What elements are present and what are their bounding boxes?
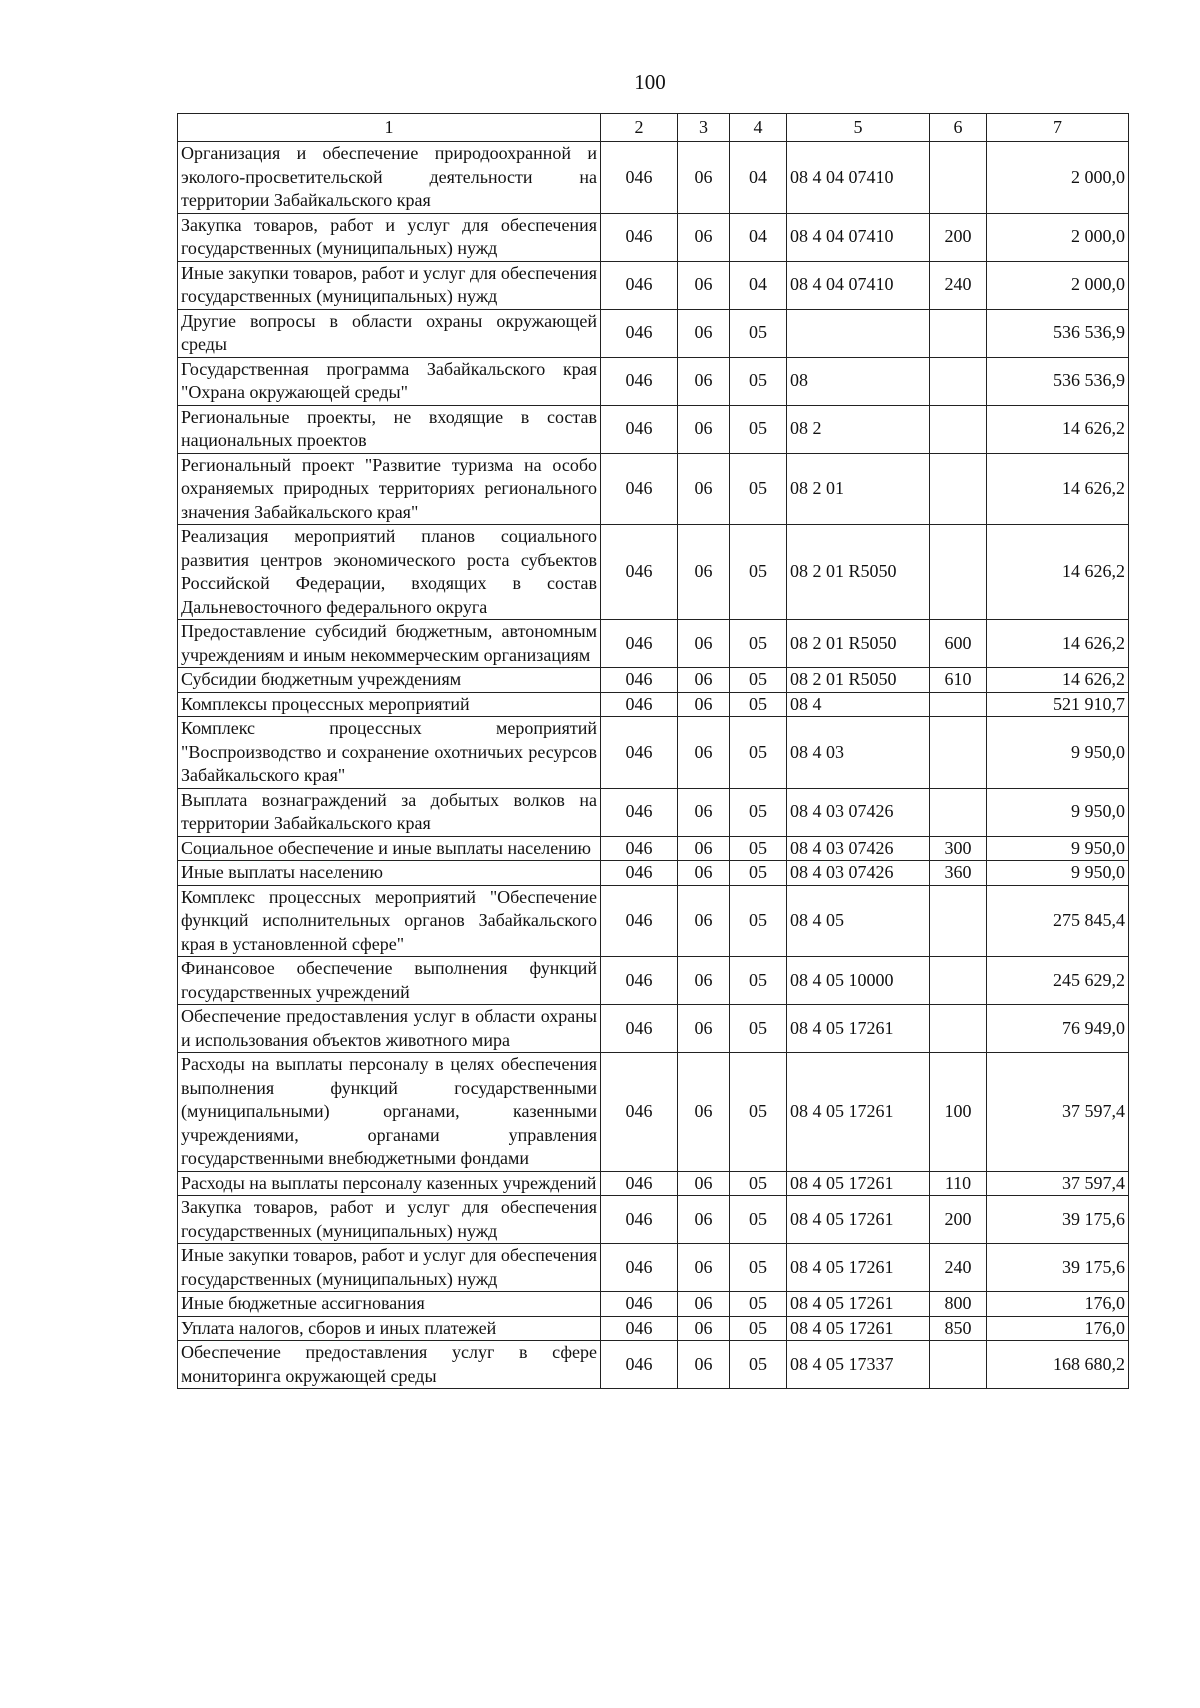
header-col-2: 2 bbox=[601, 114, 678, 142]
amount: 2 000,0 bbox=[987, 261, 1129, 309]
row-name: Расходы на выплаты персоналу казенных учреждений bbox=[178, 1171, 601, 1196]
col-2-code: 046 bbox=[601, 836, 678, 861]
col-2-code: 046 bbox=[601, 1005, 678, 1053]
page-number: 100 bbox=[634, 70, 666, 94]
row-name: Социальное обеспечение и иные выплаты населению bbox=[178, 836, 601, 861]
col-3-code: 06 bbox=[678, 1292, 730, 1317]
col-2-code: 046 bbox=[601, 261, 678, 309]
amount: 76 949,0 bbox=[987, 1005, 1129, 1053]
col-4-code: 04 bbox=[730, 261, 787, 309]
row-name: Закупка товаров, работ и услуг для обеспечения государственных (муниципальных) нужд bbox=[178, 1196, 601, 1244]
col-4-code: 05 bbox=[730, 453, 787, 525]
col-2-code: 046 bbox=[601, 213, 678, 261]
amount: 39 175,6 bbox=[987, 1244, 1129, 1292]
col-5-code: 08 2 01 bbox=[787, 453, 930, 525]
col-3-code: 06 bbox=[678, 453, 730, 525]
col-4-code: 05 bbox=[730, 405, 787, 453]
col-4-code: 05 bbox=[730, 861, 787, 886]
col-5-code: 08 2 01 R5050 bbox=[787, 620, 930, 668]
col-6-code bbox=[930, 405, 987, 453]
amount: 14 626,2 bbox=[987, 525, 1129, 620]
col-5-code bbox=[787, 309, 930, 357]
col-6-code bbox=[930, 788, 987, 836]
table-row bbox=[178, 1196, 1129, 1244]
col-5-code: 08 4 03 07426 bbox=[787, 836, 930, 861]
row-name: Субсидии бюджетным учреждениям bbox=[178, 668, 601, 693]
col-3-code: 06 bbox=[678, 261, 730, 309]
col-2-code: 046 bbox=[601, 1341, 678, 1389]
table-row bbox=[178, 309, 1129, 357]
col-3-code: 06 bbox=[678, 1171, 730, 1196]
budget-table bbox=[177, 113, 1129, 1389]
amount: 275 845,4 bbox=[987, 885, 1129, 957]
col-4-code: 05 bbox=[730, 692, 787, 717]
col-6-code bbox=[930, 142, 987, 214]
col-5-code: 08 2 01 R5050 bbox=[787, 525, 930, 620]
col-5-code: 08 4 05 10000 bbox=[787, 957, 930, 1005]
amount: 9 950,0 bbox=[987, 836, 1129, 861]
col-2-code: 046 bbox=[601, 668, 678, 693]
col-3-code: 06 bbox=[678, 1341, 730, 1389]
col-3-code: 06 bbox=[678, 957, 730, 1005]
col-6-code: 240 bbox=[930, 1244, 987, 1292]
row-name: Региональные проекты, не входящие в состав национальных проектов bbox=[178, 405, 601, 453]
col-5-code: 08 2 01 R5050 bbox=[787, 668, 930, 693]
col-3-code: 06 bbox=[678, 692, 730, 717]
table-row bbox=[178, 668, 1129, 693]
col-5-code: 08 4 05 17261 bbox=[787, 1244, 930, 1292]
row-name: Выплата вознаграждений за добытых волков на территории Забайкальского края bbox=[178, 788, 601, 836]
col-3-code: 06 bbox=[678, 309, 730, 357]
col-4-code: 05 bbox=[730, 525, 787, 620]
col-6-code: 240 bbox=[930, 261, 987, 309]
table-row bbox=[178, 717, 1129, 789]
table-row bbox=[178, 525, 1129, 620]
col-5-code: 08 4 05 17337 bbox=[787, 1341, 930, 1389]
col-2-code: 046 bbox=[601, 861, 678, 886]
table-row bbox=[178, 261, 1129, 309]
amount: 37 597,4 bbox=[987, 1053, 1129, 1172]
col-3-code: 06 bbox=[678, 668, 730, 693]
col-4-code: 04 bbox=[730, 142, 787, 214]
col-4-code: 05 bbox=[730, 309, 787, 357]
col-3-code: 06 bbox=[678, 525, 730, 620]
col-2-code: 046 bbox=[601, 405, 678, 453]
col-4-code: 05 bbox=[730, 1292, 787, 1317]
table-header bbox=[178, 114, 1129, 142]
table-row bbox=[178, 861, 1129, 886]
table-row bbox=[178, 1316, 1129, 1341]
row-name: Финансовое обеспечение выполнения функций государственных учреждений bbox=[178, 957, 601, 1005]
col-2-code: 046 bbox=[601, 1196, 678, 1244]
table-row bbox=[178, 357, 1129, 405]
amount: 521 910,7 bbox=[987, 692, 1129, 717]
col-3-code: 06 bbox=[678, 1053, 730, 1172]
table-row bbox=[178, 1341, 1129, 1389]
col-6-code bbox=[930, 309, 987, 357]
col-3-code: 06 bbox=[678, 836, 730, 861]
col-4-code: 05 bbox=[730, 717, 787, 789]
amount: 536 536,9 bbox=[987, 309, 1129, 357]
col-6-code: 200 bbox=[930, 213, 987, 261]
table-row bbox=[178, 405, 1129, 453]
row-name: Иные закупки товаров, работ и услуг для обеспечения государственных (муниципальных) нужд bbox=[178, 1244, 601, 1292]
col-6-code bbox=[930, 357, 987, 405]
col-3-code: 06 bbox=[678, 861, 730, 886]
col-6-code bbox=[930, 885, 987, 957]
col-6-code bbox=[930, 525, 987, 620]
col-5-code: 08 4 05 17261 bbox=[787, 1005, 930, 1053]
col-2-code: 046 bbox=[601, 1171, 678, 1196]
col-3-code: 06 bbox=[678, 357, 730, 405]
table-body bbox=[178, 142, 1129, 1389]
col-4-code: 05 bbox=[730, 1244, 787, 1292]
col-2-code: 046 bbox=[601, 692, 678, 717]
header-col-3: 3 bbox=[678, 114, 730, 142]
row-name: Организация и обеспечение природоохранной и эколого-просветительской деятельности на территории Забайкальского края bbox=[178, 142, 601, 214]
col-6-code: 100 bbox=[930, 1053, 987, 1172]
col-6-code: 110 bbox=[930, 1171, 987, 1196]
col-2-code: 046 bbox=[601, 1316, 678, 1341]
col-5-code: 08 4 05 17261 bbox=[787, 1171, 930, 1196]
table-row bbox=[178, 692, 1129, 717]
row-name: Обеспечение предоставления услуг в сфере мониторинга окружающей среды bbox=[178, 1341, 601, 1389]
col-5-code: 08 bbox=[787, 357, 930, 405]
amount: 14 626,2 bbox=[987, 405, 1129, 453]
col-4-code: 05 bbox=[730, 357, 787, 405]
col-5-code: 08 4 05 17261 bbox=[787, 1292, 930, 1317]
amount: 168 680,2 bbox=[987, 1341, 1129, 1389]
col-5-code: 08 4 05 17261 bbox=[787, 1196, 930, 1244]
col-2-code: 046 bbox=[601, 525, 678, 620]
table-row bbox=[178, 620, 1129, 668]
table-row bbox=[178, 1053, 1129, 1172]
col-2-code: 046 bbox=[601, 142, 678, 214]
col-5-code: 08 4 03 07426 bbox=[787, 861, 930, 886]
col-6-code bbox=[930, 692, 987, 717]
col-5-code: 08 4 03 bbox=[787, 717, 930, 789]
row-name: Иные закупки товаров, работ и услуг для обеспечения государственных (муниципальных) нужд bbox=[178, 261, 601, 309]
col-3-code: 06 bbox=[678, 405, 730, 453]
col-4-code: 05 bbox=[730, 668, 787, 693]
table-row bbox=[178, 1244, 1129, 1292]
header-row bbox=[178, 114, 1129, 142]
header-col-5: 5 bbox=[787, 114, 930, 142]
col-6-code: 850 bbox=[930, 1316, 987, 1341]
col-6-code: 200 bbox=[930, 1196, 987, 1244]
col-4-code: 05 bbox=[730, 1316, 787, 1341]
table-row bbox=[178, 142, 1129, 214]
amount: 14 626,2 bbox=[987, 453, 1129, 525]
col-3-code: 06 bbox=[678, 1005, 730, 1053]
row-name: Реализация мероприятий планов социального развития центров экономического роста субъектов Российской Федерации, входящих в состав Дальневосточного федерального округа bbox=[178, 525, 601, 620]
col-5-code: 08 4 04 07410 bbox=[787, 213, 930, 261]
col-3-code: 06 bbox=[678, 1196, 730, 1244]
col-6-code: 600 bbox=[930, 620, 987, 668]
col-4-code: 05 bbox=[730, 957, 787, 1005]
col-2-code: 046 bbox=[601, 1053, 678, 1172]
amount: 14 626,2 bbox=[987, 620, 1129, 668]
col-4-code: 04 bbox=[730, 213, 787, 261]
col-4-code: 05 bbox=[730, 620, 787, 668]
row-name: Комплексы процессных мероприятий bbox=[178, 692, 601, 717]
row-name: Иные бюджетные ассигнования bbox=[178, 1292, 601, 1317]
col-3-code: 06 bbox=[678, 1244, 730, 1292]
table-row bbox=[178, 788, 1129, 836]
amount: 245 629,2 bbox=[987, 957, 1129, 1005]
row-name: Расходы на выплаты персоналу в целях обеспечения выполнения функций государственными (муниципальными) органами, казенными учреждениями, органами управления государственными внебюджетными фондами bbox=[178, 1053, 601, 1172]
col-2-code: 046 bbox=[601, 957, 678, 1005]
amount: 176,0 bbox=[987, 1292, 1129, 1317]
header-col-6: 6 bbox=[930, 114, 987, 142]
col-3-code: 06 bbox=[678, 213, 730, 261]
header-col-1: 1 bbox=[178, 114, 601, 142]
col-5-code: 08 4 bbox=[787, 692, 930, 717]
row-name: Комплекс процессных мероприятий "Обеспечение функций исполнительных органов Забайкальского края в установленной сфере" bbox=[178, 885, 601, 957]
col-6-code bbox=[930, 957, 987, 1005]
col-3-code: 06 bbox=[678, 142, 730, 214]
col-3-code: 06 bbox=[678, 620, 730, 668]
amount: 9 950,0 bbox=[987, 788, 1129, 836]
col-3-code: 06 bbox=[678, 788, 730, 836]
row-name: Закупка товаров, работ и услуг для обеспечения государственных (муниципальных) нужд bbox=[178, 213, 601, 261]
amount: 9 950,0 bbox=[987, 861, 1129, 886]
col-2-code: 046 bbox=[601, 620, 678, 668]
col-6-code: 360 bbox=[930, 861, 987, 886]
row-name: Государственная программа Забайкальского края "Охрана окружающей среды" bbox=[178, 357, 601, 405]
amount: 2 000,0 bbox=[987, 142, 1129, 214]
row-name: Региональный проект "Развитие туризма на особо охраняемых природных территориях регионального значения Забайкальского края" bbox=[178, 453, 601, 525]
table-row bbox=[178, 453, 1129, 525]
col-6-code bbox=[930, 1341, 987, 1389]
col-5-code: 08 4 05 bbox=[787, 885, 930, 957]
row-name: Комплекс процессных мероприятий "Воспроизводство и сохранение охотничьих ресурсов Забайкальского края" bbox=[178, 717, 601, 789]
col-5-code: 08 4 04 07410 bbox=[787, 142, 930, 214]
col-4-code: 05 bbox=[730, 836, 787, 861]
col-4-code: 05 bbox=[730, 1171, 787, 1196]
table-row bbox=[178, 1171, 1129, 1196]
col-5-code: 08 2 bbox=[787, 405, 930, 453]
col-2-code: 046 bbox=[601, 788, 678, 836]
table-row bbox=[178, 1292, 1129, 1317]
col-4-code: 05 bbox=[730, 788, 787, 836]
col-4-code: 05 bbox=[730, 885, 787, 957]
col-5-code: 08 4 05 17261 bbox=[787, 1053, 930, 1172]
amount: 39 175,6 bbox=[987, 1196, 1129, 1244]
col-4-code: 05 bbox=[730, 1196, 787, 1244]
table-row bbox=[178, 1005, 1129, 1053]
col-4-code: 05 bbox=[730, 1053, 787, 1172]
amount: 2 000,0 bbox=[987, 213, 1129, 261]
amount: 14 626,2 bbox=[987, 668, 1129, 693]
row-name: Иные выплаты населению bbox=[178, 861, 601, 886]
amount: 9 950,0 bbox=[987, 717, 1129, 789]
col-6-code: 300 bbox=[930, 836, 987, 861]
amount: 536 536,9 bbox=[987, 357, 1129, 405]
col-3-code: 06 bbox=[678, 1316, 730, 1341]
col-2-code: 046 bbox=[601, 453, 678, 525]
table-row bbox=[178, 885, 1129, 957]
col-2-code: 046 bbox=[601, 1244, 678, 1292]
header-col-7: 7 bbox=[987, 114, 1129, 142]
row-name: Другие вопросы в области охраны окружающей среды bbox=[178, 309, 601, 357]
col-2-code: 046 bbox=[601, 357, 678, 405]
col-2-code: 046 bbox=[601, 885, 678, 957]
col-4-code: 05 bbox=[730, 1005, 787, 1053]
col-6-code: 610 bbox=[930, 668, 987, 693]
table-row bbox=[178, 957, 1129, 1005]
col-5-code: 08 4 05 17261 bbox=[787, 1316, 930, 1341]
table-row bbox=[178, 836, 1129, 861]
amount: 37 597,4 bbox=[987, 1171, 1129, 1196]
col-3-code: 06 bbox=[678, 717, 730, 789]
col-5-code: 08 4 03 07426 bbox=[787, 788, 930, 836]
table-row bbox=[178, 213, 1129, 261]
col-3-code: 06 bbox=[678, 885, 730, 957]
row-name: Обеспечение предоставления услуг в области охраны и использования объектов животного мира bbox=[178, 1005, 601, 1053]
row-name: Уплата налогов, сборов и иных платежей bbox=[178, 1316, 601, 1341]
col-2-code: 046 bbox=[601, 309, 678, 357]
col-6-code bbox=[930, 717, 987, 789]
col-6-code bbox=[930, 1005, 987, 1053]
col-6-code bbox=[930, 453, 987, 525]
row-name: Предоставление субсидий бюджетным, автономным учреждениям и иным некоммерческим организациям bbox=[178, 620, 601, 668]
col-2-code: 046 bbox=[601, 1292, 678, 1317]
col-4-code: 05 bbox=[730, 1341, 787, 1389]
col-5-code: 08 4 04 07410 bbox=[787, 261, 930, 309]
header-col-4: 4 bbox=[730, 114, 787, 142]
amount: 176,0 bbox=[987, 1316, 1129, 1341]
col-2-code: 046 bbox=[601, 717, 678, 789]
col-6-code: 800 bbox=[930, 1292, 987, 1317]
